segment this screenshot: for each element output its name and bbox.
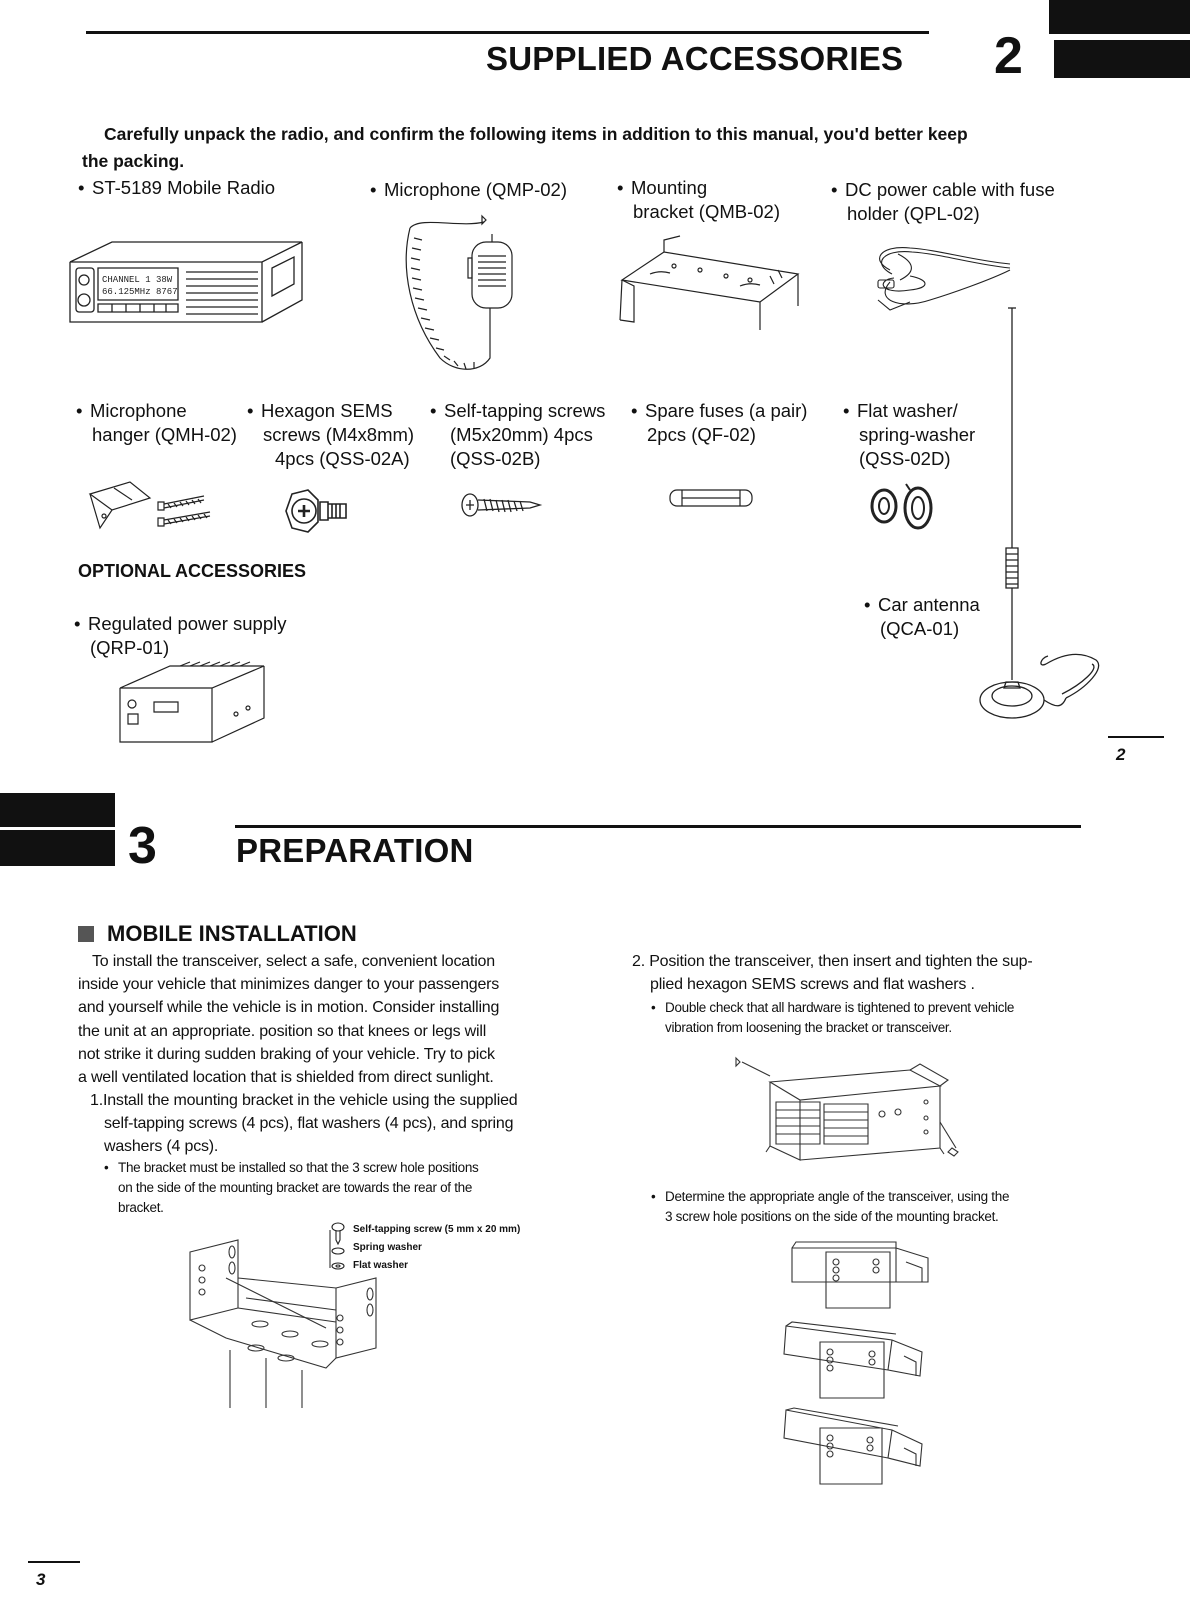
page-2-rule [1108, 736, 1164, 738]
legend-flat-washer: Flat washer [353, 1260, 409, 1271]
transceiver-mount-illustration [730, 1052, 970, 1172]
page-3-rule [28, 1561, 80, 1563]
legend-self-tapping-screw: Self-tapping screw (5 mm x 20 mm) [353, 1224, 521, 1235]
item-mobile-radio: • ST-5189 Mobile Radio [78, 177, 276, 198]
item-microphone: • Microphone (QMP-02) [370, 179, 568, 200]
item-tapping-screws: • Self-tapping screws (M5x20mm) 4pcs (QSS-02B) [430, 400, 606, 469]
bracket-install-illustration [186, 1238, 386, 1408]
subheading-square-icon [78, 926, 94, 942]
section-2-title: SUPPLIED ACCESSORIES [486, 40, 904, 77]
step-2: 2. Position the transceiver, then insert and tighten the sup- plied hexagon SEMS screws and flat washers . [632, 953, 1033, 994]
section-2-tab [1054, 40, 1190, 78]
power-supply-illustration [110, 658, 280, 748]
washer-illustration [866, 480, 946, 540]
step-3-note: • Determine the appropriate angle of the transceiver, using the 3 screw hole positions on the side of the mounting bracket. [651, 1189, 1010, 1224]
section-2-number: 2 [994, 27, 1023, 85]
mic-hanger-illustration [84, 476, 224, 546]
step-2-note: • Double check that all hardware is tightened to prevent vehicle vibration from loosening the bracket or transceiver. [651, 1000, 1015, 1035]
item-washers: • Flat washer/ spring-washer (QSS-02D) [843, 400, 976, 469]
subheading-mobile-installation: MOBILE INSTALLATION [107, 921, 357, 946]
legend-spring-washer: Spring washer [353, 1242, 422, 1253]
intro-text [82, 121, 1082, 175]
fuse-illustration [666, 486, 756, 510]
radio-illustration [62, 232, 322, 342]
intro-line-1: Carefully unpack the radio, and confirm the following items in addition to this manual, you'd better keep [104, 124, 968, 144]
item-hex-screws: • Hexagon SEMS screws (M4x8mm) 4pcs (QSS-02A) [247, 400, 415, 469]
item-dc-cable: • DC power cable with fuse holder (QPL-02) [831, 179, 1055, 224]
section-3-rule [235, 825, 1081, 828]
step-1-note: • The bracket must be installed so that the 3 screw hole positions on the side of the mounting bracket are towards the rear of the bracket. [104, 1160, 479, 1215]
item-mic-hanger: • Microphone hanger (QMH-02) [76, 400, 237, 445]
item-car-antenna: • Car antenna (QCA-01) [864, 594, 980, 639]
angle-position-3-illustration [780, 1408, 930, 1488]
radio-display-line-1: CHANNEL 1 38W [102, 275, 173, 285]
step-1: 1.Install the mounting bracket in the vehicle using the supplied self-tapping screws (4 pcs), flat washers (4 pcs), and spring washers (4 pcs). [90, 1092, 518, 1156]
intro-line-2: the packing. [82, 151, 185, 171]
bracket-illustration [610, 236, 810, 336]
item-power-supply: • Regulated power supply (QRP-01) [74, 613, 287, 658]
section-3-title: PREPARATION [236, 832, 474, 869]
car-antenna-illustration [966, 308, 1106, 738]
tapping-screw-illustration [460, 490, 550, 520]
angle-position-1-illustration [786, 1238, 936, 1314]
section-3-number: 3 [128, 817, 157, 875]
radio-display-line-2: 66.125MHz 8767 [102, 287, 178, 297]
section-2-tab-small [1049, 0, 1190, 34]
item-label: Microphone (QMP-02) [384, 179, 568, 200]
page-number-3: 3 [36, 1570, 46, 1589]
item-mounting-bracket: • Mounting bracket (QMB-02) [617, 177, 781, 222]
page-number-2: 2 [1116, 745, 1126, 764]
header-rule-top [86, 31, 929, 34]
hex-screw-illustration [284, 486, 364, 536]
optional-accessories-heading: OPTIONAL ACCESSORIES [78, 561, 307, 581]
item-label: ST-5189 Mobile Radio [92, 177, 276, 198]
section-3-tab-bottom [0, 830, 115, 866]
section-3-tab-top [0, 793, 115, 827]
intro-paragraph: To install the transceiver, select a safe, convenient location inside your vehicle that minimizes danger to your passengers and yourself while the vehicle is in motion. Consider installing the unit at an appropriate. position so that knees or legs will not strike it during sudden braking of your vehicle. Try to pick a well ventilated location that is shielded from direct sunlight. [78, 953, 500, 1087]
item-spare-fuses: • Spare fuses (a pair) 2pcs (QF-02) [631, 400, 808, 445]
angle-position-2-illustration [780, 1322, 930, 1404]
microphone-illustration [400, 208, 520, 378]
